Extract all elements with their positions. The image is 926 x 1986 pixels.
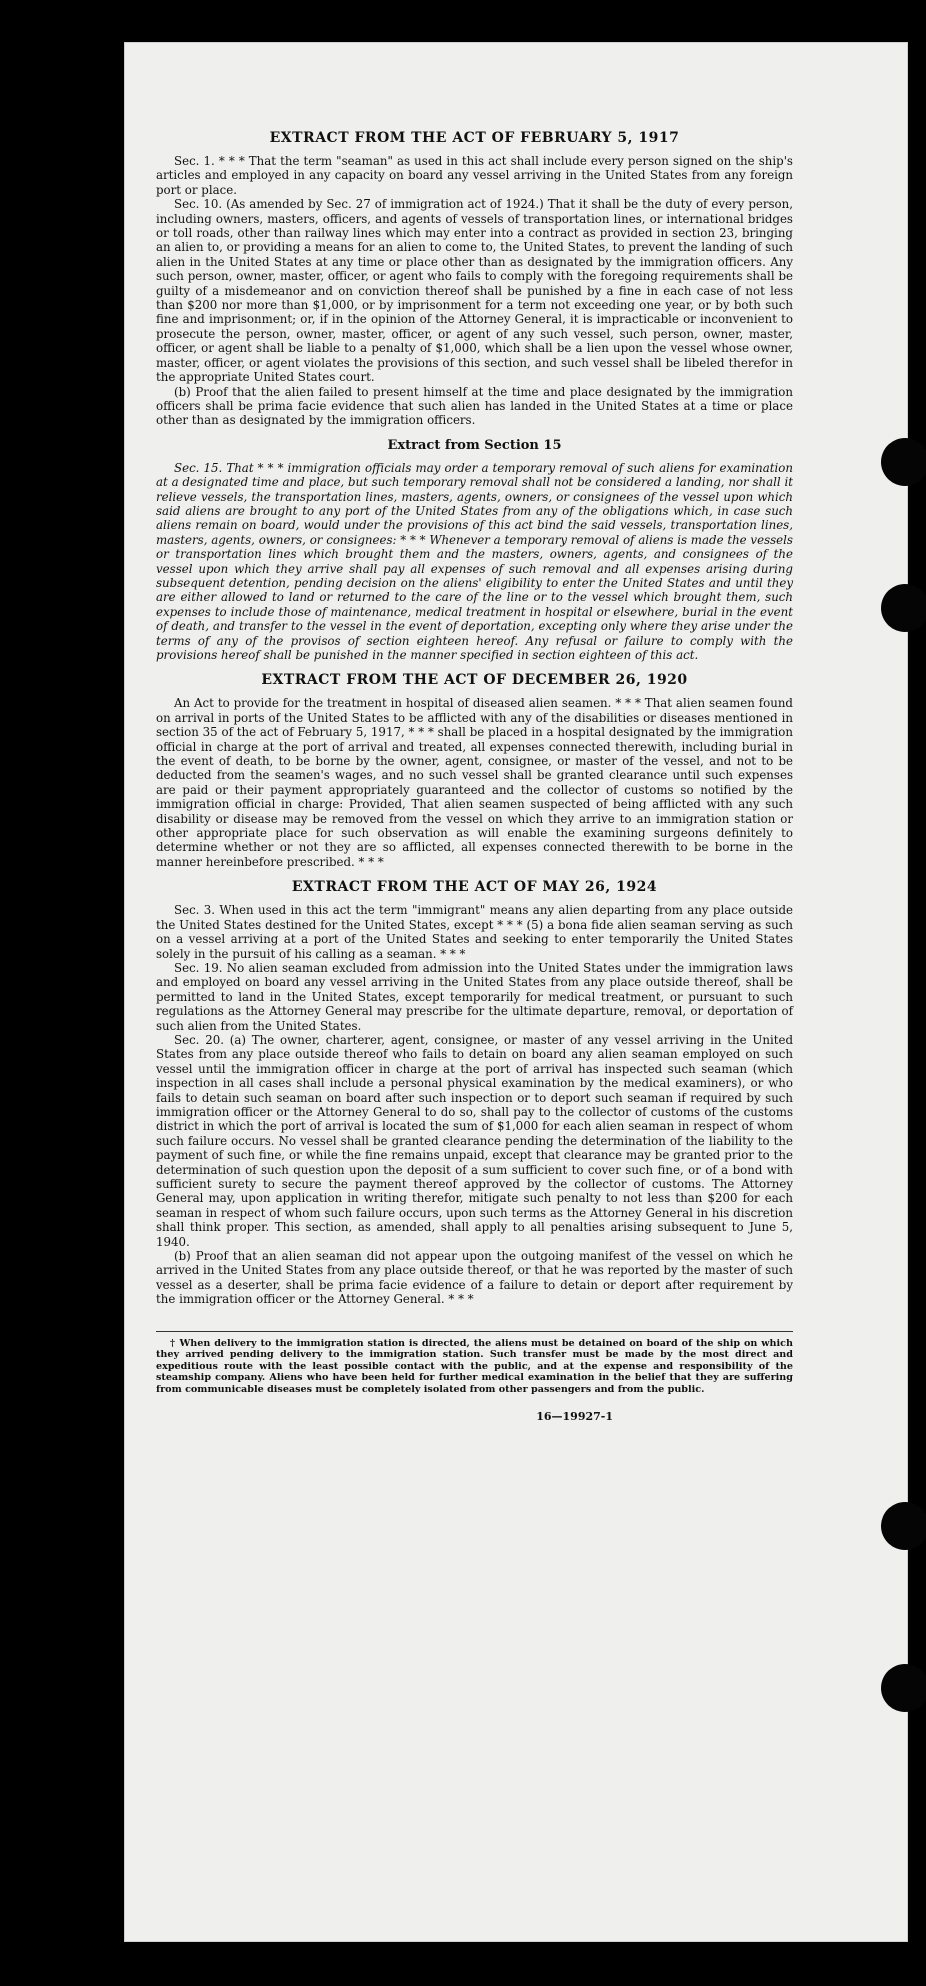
heading-act-1917: EXTRACT FROM THE ACT OF FEBRUARY 5, 1917 bbox=[269, 130, 680, 146]
section-15 bbox=[156, 461, 793, 663]
punch-hole bbox=[881, 438, 926, 486]
punch-hole bbox=[881, 1664, 926, 1712]
punch-hole bbox=[881, 1502, 926, 1550]
paragraph-sec-20a: Sec. 20. (a) The owner, charterer, agent, consignee, or master of any vessel arriving in the United States from any place outside thereof who fails to detain on board any alien seaman employed on such vessel until the immigration officer in charge at the port of arrival has inspected such seaman (which inspection in all cases shall include a personal physical examination by the medical examiners), or who fails to detain such seaman on board after such inspection or to deport such seaman if required by such immigration officer or the Attorney General to do so, shall pay to the collector of customs of the customs district in which the port of arrival is located the sum of $1,000 for each alien seaman in respect of whom such failure occurs. No vessel shall be granted clearance pending the determination of the liability to the payment of such fine, or while the fine remains unpaid, except that clearance may be granted prior to the determination of such question upon the deposit of a sum sufficient to cover such fine, or of a bond with sufficient surety to secure the payment thereof approved by the collector of customs. The Attorney General may, upon application in writing therefor, mitigate such penalty to not less than $200 for each seaman in respect of whom such failure occurs, upon such terms as the Attorney General in his discretion shall think proper. This section, as amended, shall apply to all penalties arising subsequent to June 5, 1940. bbox=[156, 1032, 793, 1249]
section-1917 bbox=[156, 154, 793, 428]
section-1924 bbox=[156, 903, 793, 1306]
paragraph-sec-19: Sec. 19. No alien seaman excluded from admission into the United States under the immigration laws and employed on board any vessel arriving in the United States from any place outside thereof, shall be permitted to land in the United States, except temporarily for medical treatment, or pursuant to such regulations as the Attorney General may prescribe for the ultimate departure, removal, or deportation of such alien from the United States. bbox=[156, 960, 793, 1033]
paragraph-sec-1: Sec. 1. * * * That the term "seaman" as used in this act shall include every person signed on the ship's articles and employed in any capacity on board any vessel arriving in the United States from any foreign port or place. bbox=[156, 154, 793, 197]
section-1920 bbox=[156, 696, 793, 869]
punch-hole bbox=[881, 584, 926, 632]
heading-act-1920: EXTRACT FROM THE ACT OF DECEMBER 26, 1920 bbox=[261, 672, 688, 689]
form-number: 16—19927-1 bbox=[536, 1409, 613, 1423]
paragraph-sec-20b: (b) Proof that an alien seaman did not appear upon the outgoing manifest of the vessel on which he arrived in the United States from any place outside thereof, or that he was reported by the master of such vessel as a deserter, shall be prima facie evidence of a failure to detain or deport after requirement by the immigration officer or the Attorney General. * * * bbox=[156, 1249, 793, 1307]
heading-act-1924: EXTRACT FROM THE ACT OF MAY 26, 1924 bbox=[291, 879, 658, 896]
paragraph-sec-10: Sec. 10. (As amended by Sec. 27 of immigration act of 1924.) That it shall be the duty of every person, including owners, masters, officers, and agents of vessels of transportation lines, or international bridges or toll roads, other than railway lines which may enter into a contract as provided in section 23, bringing an alien to, or providing a means for an alien to come to, the United States, to prevent the landing of such alien in the United States at any time or place other than as designated by the immigration officers. Any such person, owner, master, officer, or agent who fails to comply with the foregoing requirements shall be guilty of a misdemeanor and on conviction thereof shall be punished by a fine in each case of not less than $200 nor more than $1,000, or by imprisonment for a term not exceeding one year, or by both such fine and imprisonment; or, if in the opinion of the Attorney General, it is impracticable or inconvenient to prosecute the person, owner, master, officer, or agent of any such vessel, such person, owner, master, officer, or agent shall be liable to a penalty of $1,000, which shall be a lien upon the vessel whose owner, master, officer, or agent violates the provisions of this section, and such vessel shall be libeled therefor in the appropriate United States court. bbox=[156, 197, 793, 385]
paragraph-sec-15: Sec. 15. That * * * immigration officials may order a temporary removal of such aliens for examination at a designated time and place, but such temporary removal shall not be considered a landing, nor shall it relieve vessels, the transportation lines, masters, agents, owners, or consignees of the vessel upon which said aliens are brought to any port of the United States from any of the obligations which, in case such aliens remain on board, would under the provisions of this act bind the said vessels, transportation lines, masters, agents, owners, or consignees: * * * Whenever a temporary removal of aliens is made the vessels or transportation lines which brought them and the masters, owners, agents, and consignees of the vessel upon which they arrive shall pay all expenses of such removal and all expenses arising during subsequent detention, pending decision on the aliens' eligibility to enter the United States and until they are either allowed to land or returned to the care of the line or to the vessel which brought them, such expenses to include those of maintenance, medical treatment in hospital or elsewhere, burial in the event of death, and transfer to the vessel in the event of deportation, excepting only where they arise under the terms of any of the provisos of section eighteen hereof. Any refusal or failure to comply with the provisions hereof shall be punished in the manner specified in section eighteen of this act. bbox=[156, 460, 793, 662]
paragraph-act-1920: An Act to provide for the treatment in hospital of diseased alien seamen. * * * That alien seamen found on arrival in ports of the United States to be afflicted with any of the disabilities or diseases mentioned in section 35 of the act of February 5, 1917, * * * shall be placed in a hospital designated by the immigration official in charge at the port of arrival and treated, all expenses connected therewith, including burial in the event of death, to be borne by the owner, agent, consignee, or master of the vessel, and not to be deducted from the seamen's wages, and no such vessel shall be granted clearance until such expenses are paid or their payment appropriately guaranteed and the collector of customs so notified by the immigration official in charge: Provided, That alien seamen suspected of being afflicted with any such disability or disease may be removed from the vessel on which they arrive to an immigration station or other appropriate place for such observation as will enable the examining surgeons definitely to determine whether or not they are so afflicted, all expenses connected therewith to be borne in the manner hereinbefore prescribed. * * * bbox=[156, 696, 793, 869]
heading-section-15: Extract from Section 15 bbox=[387, 437, 562, 453]
paragraph-sec-3: Sec. 3. When used in this act the term "immigrant" means any alien departing from any place outside the United States destined for the United States, except * * * (5) a bona fide alien seaman serving as such on a vessel arriving at a port of the United States and seeking to enter temporarily the United States solely in the pursuit of his calling as a seaman. * * * bbox=[156, 903, 793, 961]
document-content bbox=[156, 130, 793, 1423]
document-page bbox=[124, 42, 908, 1942]
footnote: † When delivery to the immigration station is directed, the aliens must be detained on board of the ship on which they arrived pending delivery to the immigration station. Such transfer must be made by the most direct and expeditious route with the least possible contact with the public, and at the expense and responsibility of the steamship company. Aliens who have been held for further medical examination in the belief that they are suffering from communicable diseases must be completely isolated from other passengers and from the public. bbox=[156, 1331, 793, 1396]
paragraph-sec-10b: (b) Proof that the alien failed to present himself at the time and place designated by the immigration officers shall be prima facie evidence that such alien has landed in the United States at a time or place other than as designated by the immigration officers. bbox=[156, 384, 793, 428]
